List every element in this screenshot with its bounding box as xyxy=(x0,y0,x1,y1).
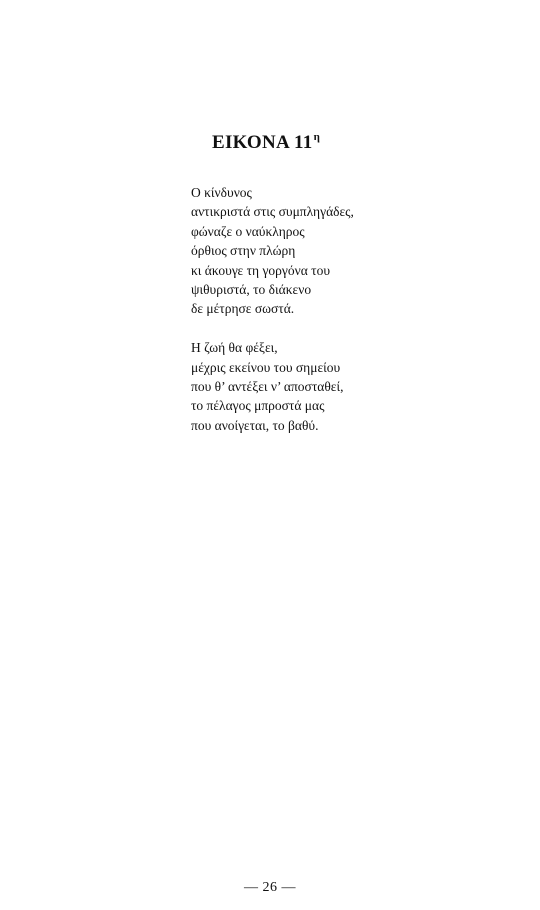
poem-title-superscript: η xyxy=(313,131,321,143)
poem-line: φώναζε ο ναύκληρος xyxy=(191,223,305,239)
poem-line: Η ζωή θα φέξει, xyxy=(191,340,278,356)
poem-line: που ανοίγεται, το βαθύ. xyxy=(191,417,319,433)
poem-title-text: ΕΙΚΟΝΑ 11 xyxy=(212,132,313,153)
poem-line: κι άκουγε τη γοργόνα του xyxy=(191,262,331,278)
poem-body xyxy=(191,183,511,455)
stanza-1 xyxy=(191,183,511,319)
page-number: — 26 — xyxy=(244,880,296,895)
poem-line: που θ’ αντέξει ν’ αποσταθεί, xyxy=(191,379,344,395)
poem-line: δε μέτρησε σωστά. xyxy=(191,301,295,317)
poem-line: όρθιος στην πλώρη xyxy=(191,243,296,259)
stanza-2 xyxy=(191,338,511,435)
poem-line: το πέλαγος μπροστά μας xyxy=(191,398,325,414)
poem-line: Ο κίνδυνος xyxy=(191,185,252,200)
poem-title xyxy=(212,130,320,158)
poem-line: ψιθυριστά, το διάκενο xyxy=(191,282,312,298)
poem-line: μέχρις εκείνου του σημείου xyxy=(191,359,341,375)
poem-line: αντικριστά στις συμπληγάδες, xyxy=(191,204,354,220)
